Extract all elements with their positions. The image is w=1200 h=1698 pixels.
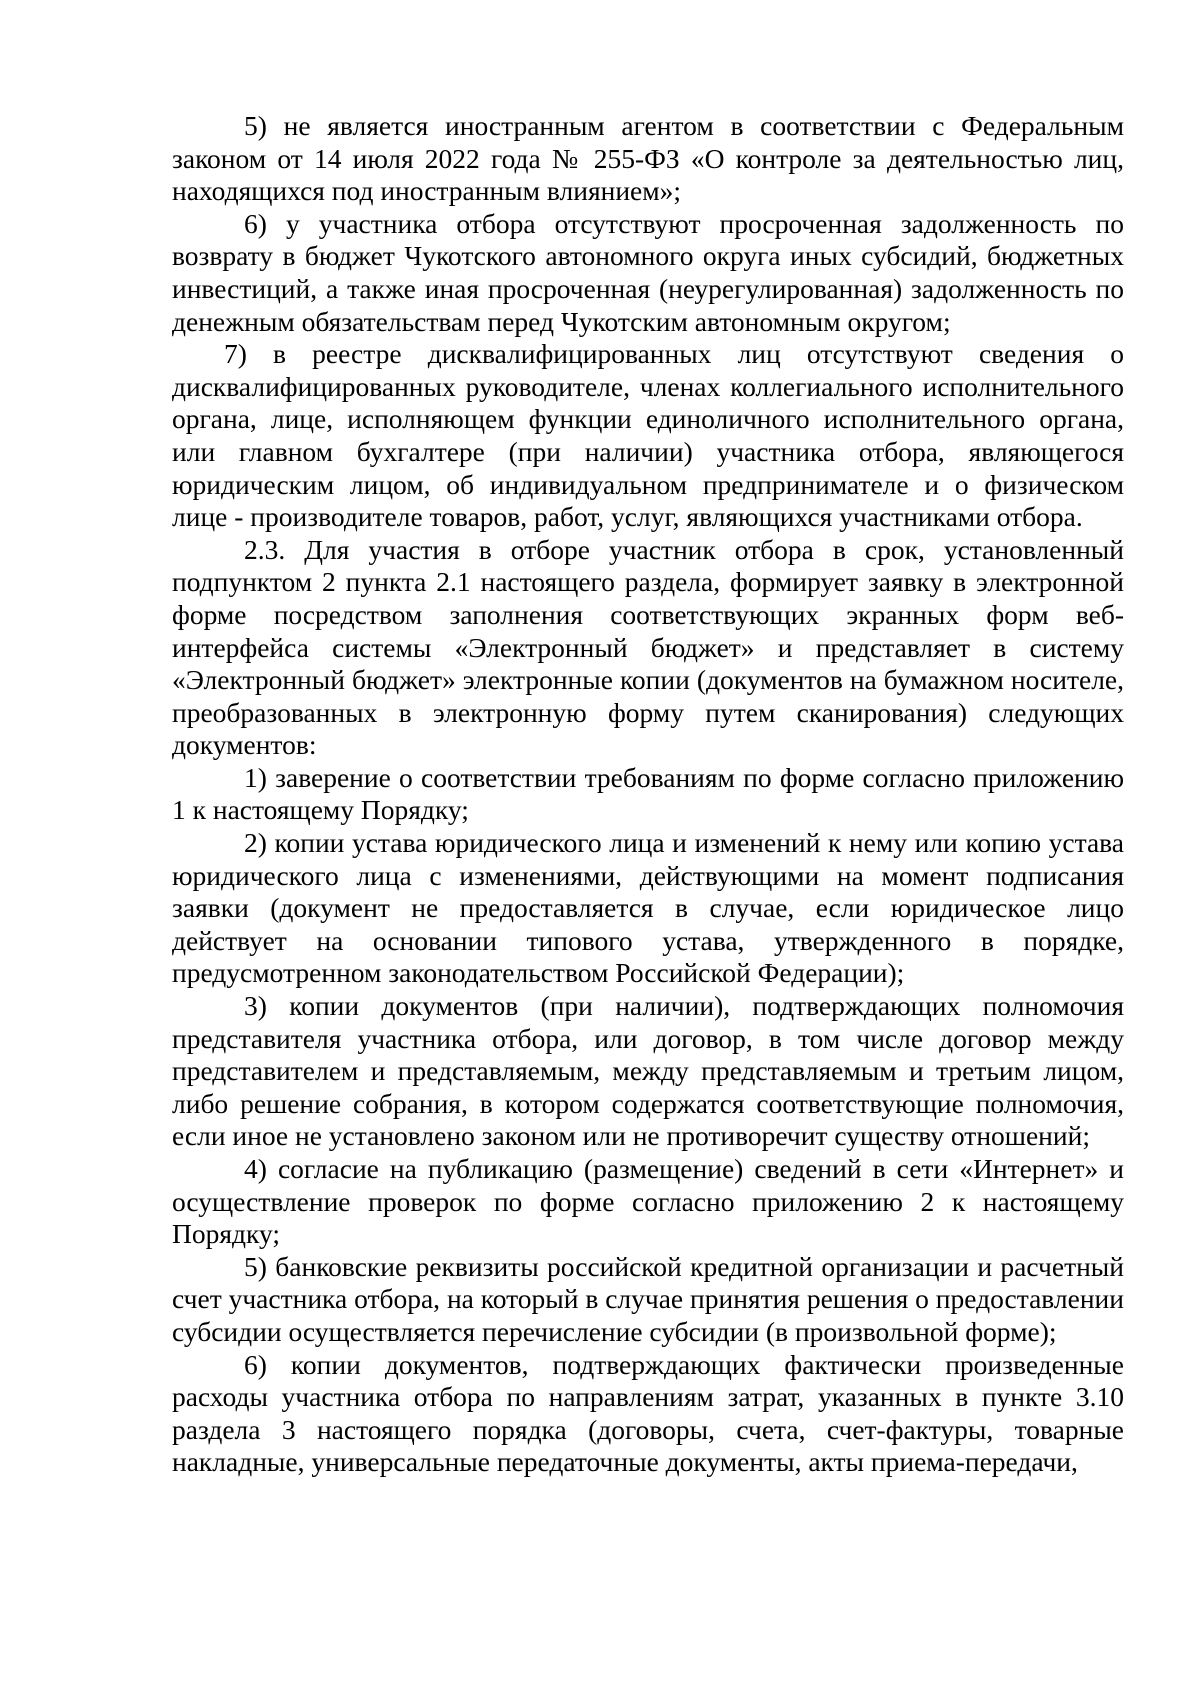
paragraph-doc-5-bank-details: 5) банковские реквизиты российской кредитной организации и расчетный счет участника отбора, на который в случае принятия решения о предоставлении субсидии осуществляется перечисление субсидии (в произвольной форме); — [172, 1250, 1124, 1347]
paragraph-item-6-no-debt: 6) у участника отбора отсутствуют просроченная задолженность по возврату в бюджет Чукотского автономного округа иных субсидий, бюджетных инвестиций, а также иная просроченная (неурегулированная) задолженность по денежным обязательствам перед Чукотским автономным округом; — [172, 207, 1124, 337]
paragraph-item-7-disqualified-registry: 7) в реестре дисквалифицированных лиц отсутствуют сведения о дисквалифицированных руководителе, членах коллегиального исполнительного органа, лице, исполняющем функции единоличного исполнительного органа, или главном бухгалтере (при наличии) участника отбора, являющегося юридическим лицом, об индивидуальном предпринимателе и о физическом лице - производителе товаров, работ, услуг, являющихся участниками отбора. — [172, 338, 1124, 533]
paragraph-doc-3-authority: 3) копии документов (при наличии), подтверждающих полномочия представителя участника отбора, или договор, в том числе договор между представителем и представляемым, между представляемым и третьим лицом, либо решение собрания, в котором содержатся соответствующие полномочия, если иное не установлено законом или не противоречит существу отношений; — [172, 990, 1124, 1152]
paragraph-section-2-3: 2.3. Для участия в отборе участник отбора в срок, установленный подпунктом 2 пункта 2.1 настоящего раздела, формирует заявку в электронной форме посредством заполнения соответствующих экранных форм веб-интерфейса системы «Электронный бюджет» и представляет в систему «Электронный бюджет» электронные копии (документов на бумажном носителе, преобразованных в электронную форму путем сканирования) следующих документов: — [172, 533, 1124, 761]
paragraph-doc-6-expenses: 6) копии документов, подтверждающих фактически произведенные расходы участника отбора по направлениям затрат, указанных в пункте 3.10 раздела 3 настоящего порядка (договоры, счета, счет-фактуры, товарные накладные, универсальные передаточные документы, акты приема-передачи, — [172, 1348, 1124, 1478]
paragraph-doc-4-consent: 4) согласие на публикацию (размещение) сведений в сети «Интернет» и осуществление проверок по форме согласно приложению 2 к настоящему Порядку; — [172, 1153, 1124, 1250]
document-page — [172, 110, 1124, 1479]
paragraph-doc-1-assurance: 1) заверение о соответствии требованиям по форме согласно приложению 1 к настоящему Порядку; — [172, 761, 1124, 826]
paragraph-doc-2-charter: 2) копии устава юридического лица и изменений к нему или копию устава юридического лица с изменениями, действующими на момент подписания заявки (документ не предоставляется в случае, если юридическое лицо действует на основании типового устава, утвержденного в порядке, предусмотренном законодательством Российской Федерации); — [172, 827, 1124, 989]
paragraph-item-5-foreign-agent: 5) не является иностранным агентом в соответствии с Федеральным законом от 14 июля 2022 года № 255-ФЗ «О контроле за деятельностью лиц, находящихся под иностранным влиянием»; — [172, 110, 1124, 207]
